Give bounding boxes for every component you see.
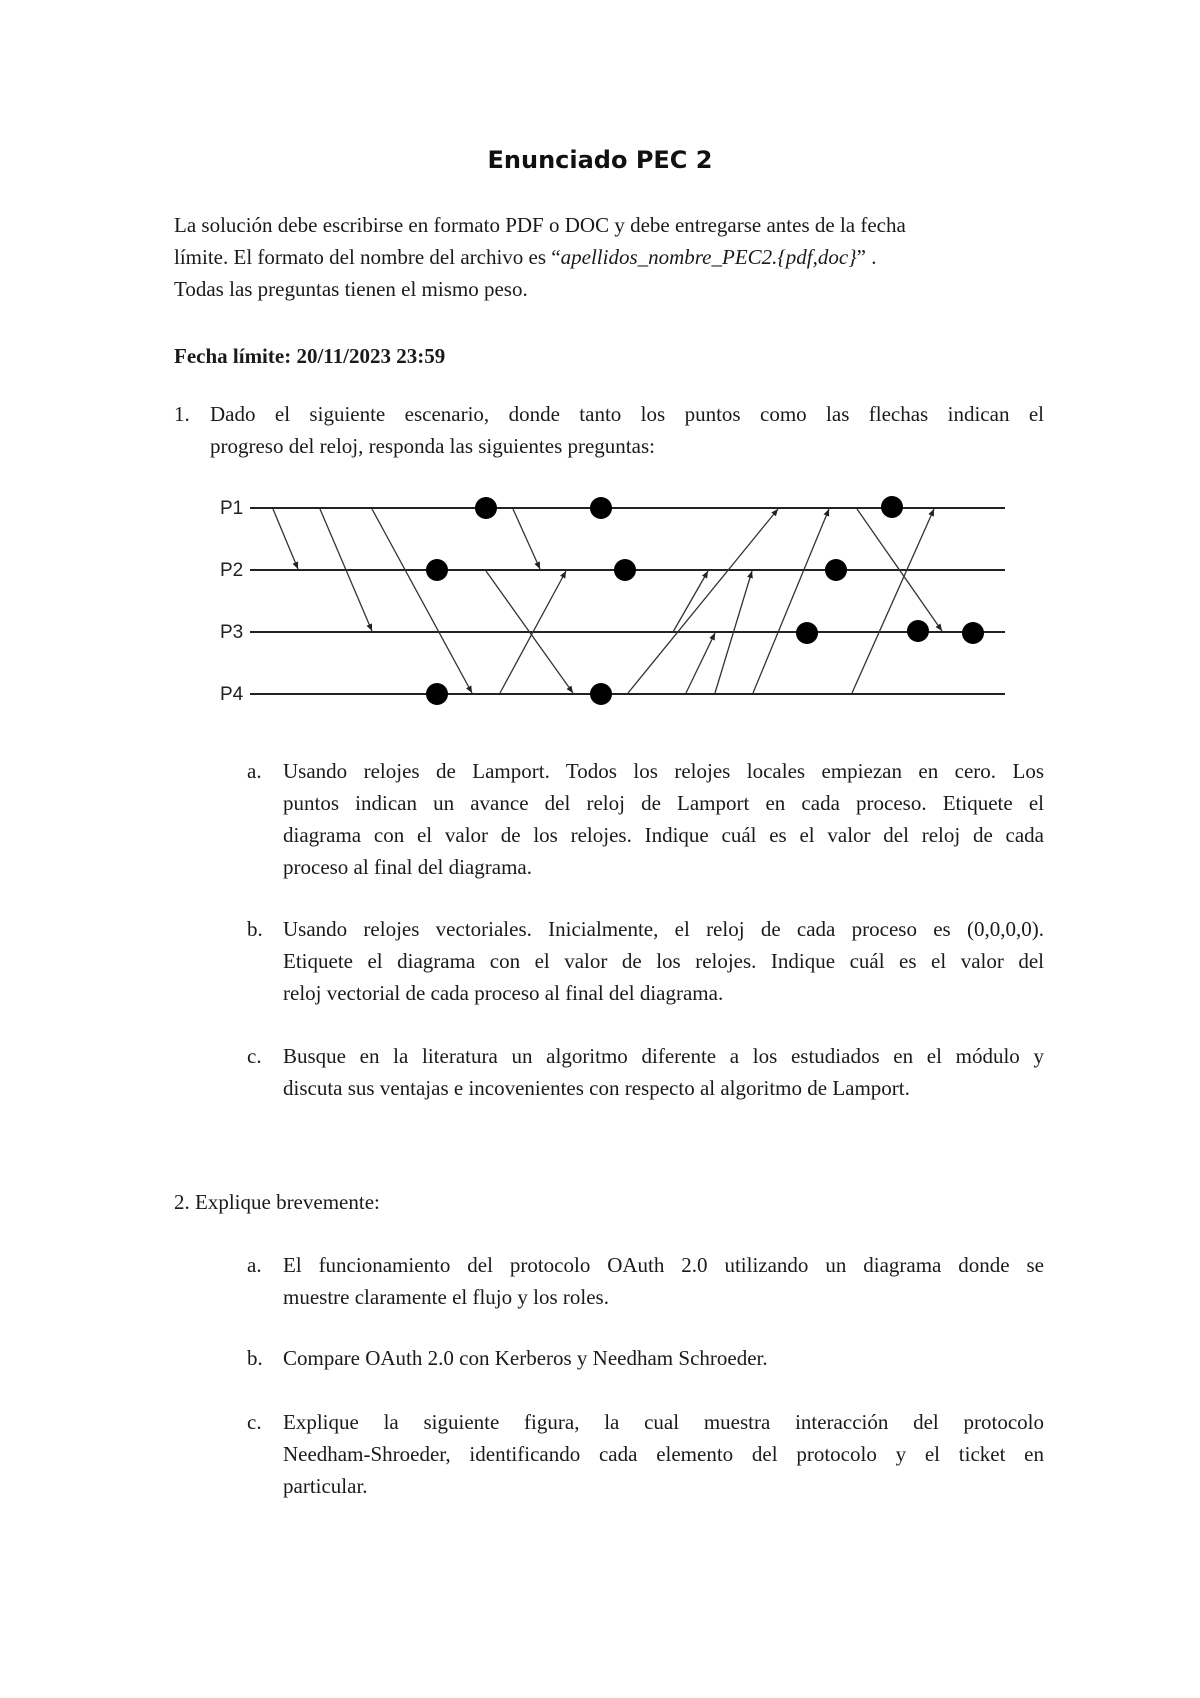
event-dot <box>426 683 448 705</box>
question-1 <box>174 398 1044 468</box>
q1-item-c <box>247 1040 1044 1110</box>
intro-paragraph <box>174 209 1044 305</box>
filename-format: apellidos_nombre_PEC2.{pdf,doc} <box>560 245 857 269</box>
text-line: Compare OAuth 2.0 con Kerberos y Needham Schroeder. <box>283 1346 768 1370</box>
message-arrow <box>686 633 715 693</box>
question-1-line-2: progreso del reloj, responda las siguientes preguntas: <box>210 434 655 458</box>
text-line: Etiquete el diagrama con el valor de los relojes. Indique cuál es el valor del <box>283 949 1044 973</box>
event-dot <box>907 620 929 642</box>
message-arrow <box>513 509 540 569</box>
q2-item-a-letter: a. <box>247 1253 262 1277</box>
question-1-text <box>210 398 1044 462</box>
text-line: Usando relojes vectoriales. Inicialmente, el reloj de cada proceso es (0,0,0,0). <box>283 917 1044 941</box>
text-line: reloj vectorial de cada proceso al final del diagrama. <box>283 981 724 1005</box>
event-dot <box>590 497 612 519</box>
event-dot <box>796 622 818 644</box>
intro-line-2-end: ” . <box>856 245 877 269</box>
text-line: diagrama con el valor de los relojes. Indique cuál es el valor del reloj de cada <box>283 823 1044 847</box>
intro-line-3: Todas las preguntas tienen el mismo peso. <box>174 277 528 301</box>
q2-item-c <box>247 1406 1044 1506</box>
process-label-p4: P4 <box>220 684 244 705</box>
event-dot <box>825 559 847 581</box>
message-arrow <box>372 509 472 693</box>
q2-item-a <box>247 1249 1044 1319</box>
text-line: proceso al final del diagrama. <box>283 855 532 879</box>
question-2-heading: 2. Explique brevemente: <box>174 1190 380 1214</box>
event-dot <box>962 622 984 644</box>
q1-item-c-letter: c. <box>247 1044 262 1068</box>
process-label-p2: P2 <box>220 560 244 581</box>
page-title: Enunciado PEC 2 <box>487 146 713 174</box>
text-line: particular. <box>283 1474 368 1498</box>
message-arrow <box>628 509 778 693</box>
event-dot <box>426 559 448 581</box>
q2-item-c-text <box>283 1406 1044 1502</box>
messages <box>273 509 942 693</box>
q1-item-a-text <box>283 755 1044 883</box>
text-line: discuta sus ventajas e incovenientes con respecto al algoritmo de Lamport. <box>283 1076 910 1100</box>
q1-item-a-letter: a. <box>247 759 262 783</box>
text-line: puntos indican un avance del reloj de Lamport en cada proceso. Etiquete el <box>283 791 1044 815</box>
q1-item-b-text <box>283 913 1044 1009</box>
text-line: muestre claramente el flujo y los roles. <box>283 1285 609 1309</box>
question-1-line-1: Dado el siguiente escenario, donde tanto los puntos como las flechas indican el <box>210 402 1044 426</box>
process-label-p1: P1 <box>220 498 244 519</box>
event-dot <box>475 497 497 519</box>
event-dot <box>590 683 612 705</box>
q2-item-b-text <box>283 1342 1044 1374</box>
q2-item-b <box>247 1342 1044 1382</box>
text-line: Needham-Shroeder, identificando cada elemento del protocolo y el ticket en <box>283 1442 1044 1466</box>
intro-line-2-text: límite. El formato del nombre del archivo es “ <box>174 245 561 269</box>
message-arrow <box>753 509 829 693</box>
text-line: Busque en la literatura un algoritmo diferente a los estudiados en el módulo y <box>283 1044 1044 1068</box>
text-line: Explique la siguiente figura, la cual muestra interacción del protocolo <box>283 1410 1044 1434</box>
q2-item-b-letter: b. <box>247 1346 263 1370</box>
intro-line-1: La solución debe escribirse en formato PDF o DOC y debe entregarse antes de la fecha <box>174 213 906 237</box>
question-1-number: 1. <box>174 402 190 426</box>
q1-item-c-text <box>283 1040 1044 1104</box>
process-label-p3: P3 <box>220 622 244 643</box>
event-dot <box>614 559 636 581</box>
timelines <box>250 508 1005 694</box>
q1-item-b-letter: b. <box>247 917 263 941</box>
text-line: El funcionamiento del protocolo OAuth 2.0 utilizando un diagrama donde se <box>283 1253 1044 1277</box>
q1-item-b <box>247 913 1044 1013</box>
clock-diagram <box>200 478 1020 718</box>
message-arrow <box>273 509 298 569</box>
q2-item-a-text <box>283 1249 1044 1313</box>
clock-events <box>426 496 984 705</box>
intro-line-2 <box>174 241 1044 273</box>
q2-item-c-letter: c. <box>247 1410 262 1434</box>
deadline: Fecha límite: 20/11/2023 23:59 <box>174 344 446 368</box>
event-dot <box>881 496 903 518</box>
text-line: Usando relojes de Lamport. Todos los relojes locales empiezan en cero. Los <box>283 759 1044 783</box>
q1-item-a <box>247 755 1044 885</box>
